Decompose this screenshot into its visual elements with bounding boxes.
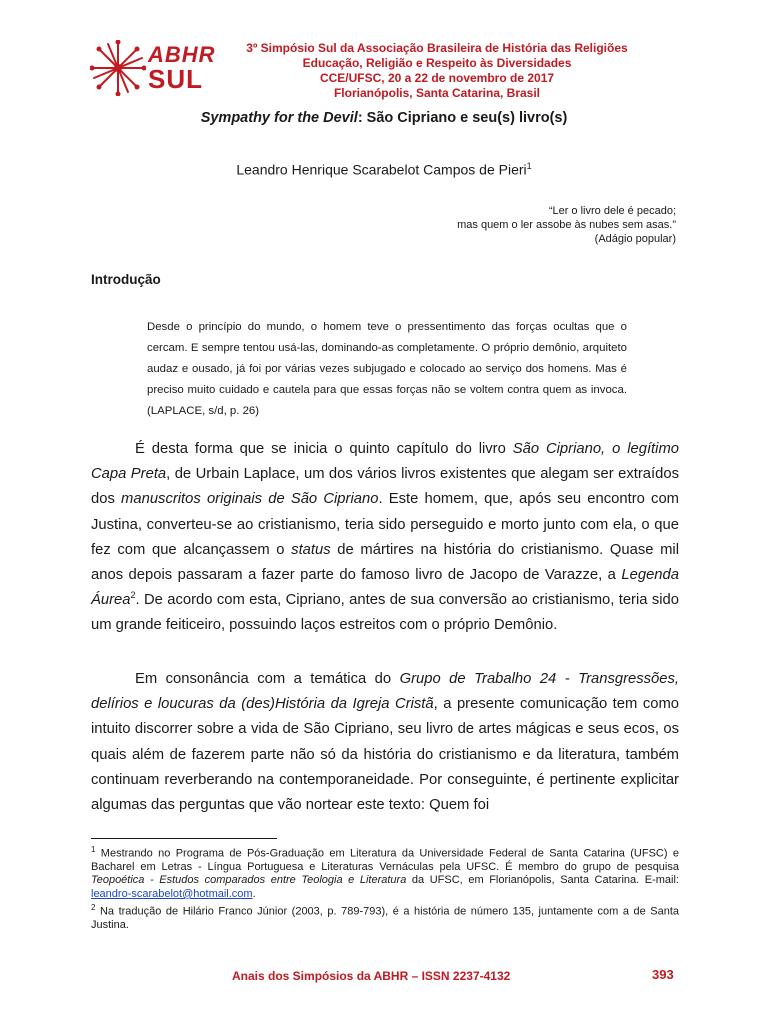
footnote-1-text-1: Mestrando no Programa de Pós-Graduação em Literatura da Universidade Federal de Santa Catarina (UFSC) e Bacharel em Letras - Língua Portuguesa e Literaturas Vernáculas pela UFSC. É membro do grupo de pesquisa — [91, 847, 679, 874]
epigraph-line-2: mas quem o ler assobe às nubes sem asas.” — [457, 219, 676, 231]
footer-text: Anais dos Simpósios da ABHR – ISSN 2237-4132 — [232, 969, 511, 983]
p1-text-4: de mártires na história do cristianismo. Quase mil anos depois passaram a fazer parte do famoso livro de Jacopo de Varazze, a — [91, 541, 679, 584]
footnote-1-text-3: . — [252, 887, 256, 900]
abhr-sul-logo — [90, 38, 230, 98]
conference-venue: CCE/UFSC, 20 a 22 de novembro de 2017 — [319, 71, 555, 85]
p1-footnote-mark: 2 — [130, 590, 136, 601]
p2-working-group: Grupo de Trabalho 24 - Transgressões, delírios e loucuras da (des)História da Igreja Cristã — [91, 671, 679, 713]
paper-title-italic: Sympathy for the Devil — [200, 110, 358, 126]
p1-manuscripts: manuscritos originais de São Cipriano — [121, 491, 379, 508]
paper-title-rest: : São Cipriano e seu(s) livro(s) — [357, 110, 568, 126]
section-heading: Introdução — [91, 272, 161, 287]
epigraph-line-1: “Ler o livro dele é pecado; — [548, 205, 676, 217]
p1-text-3: . Este homem, que, após seu encontro com Justina, converteu-se ao cristianismo, teria sido perseguido e morto junto com ela, o que fez com que alcançassem o — [91, 491, 680, 558]
body-paragraph-1 — [91, 437, 679, 639]
conference-theme: Educação, Religião e Respeito às Diversidades — [302, 56, 572, 70]
author-name: Leandro Henrique Scarabelot Campos de Pieri — [236, 161, 527, 178]
p1-status: status — [291, 541, 331, 558]
conference-header — [232, 41, 642, 101]
epigraph — [457, 204, 676, 246]
p1-legenda-aurea: Legenda Áurea — [91, 567, 679, 609]
block-quote: Desde o princípio do mundo, o homem teve o pressentimento das forças ocultas que o cercam. E sempre tentou usá-las, dominando-as completamente. O próprio demônio, arquiteto audaz e ousado, já foi por várias vezes subjugado e colocado ao serviço dos homens. Mas é preciso muito cuidado e cautela para que essas forças não se voltem contra quem as invoca. (LAPLACE, s/d, p. 26) — [147, 321, 627, 417]
conference-location: Florianópolis, Santa Catarina, Brasil — [333, 86, 541, 100]
body-paragraph-2 — [91, 667, 679, 818]
footnotes — [91, 843, 679, 933]
footnote-2-text: Na tradução de Hilário Franco Júnior (2003, p. 789-793), é a história de número 135, juntamente com a de Santa Justina. — [91, 905, 679, 932]
author-email-link[interactable]: leandro-scarabelot@hotmail.com — [91, 887, 253, 900]
logo-sul-text: SUL — [148, 64, 203, 94]
paper-title — [0, 110, 768, 126]
p1-book-title: São Cipriano, o legítimo Capa Preta — [91, 441, 680, 483]
author-line — [0, 161, 768, 178]
footnote-1-mark: 1 — [91, 845, 96, 854]
logo-abhr-text: ABHR — [148, 42, 216, 67]
p1-text-1: É desta forma que se inicia o quinto capítulo do livro — [135, 441, 513, 457]
p2-text-1: Em consonância com a temática do — [135, 671, 400, 687]
footnote-1-text-2: da UFSC, em Florianópolis, Santa Catarina. E-mail: — [406, 874, 679, 887]
footnote-rule — [91, 838, 277, 839]
footnote-2 — [91, 901, 679, 932]
p2-text-2: , a presente comunicação tem como intuito discorrer sobre a vida de São Cipriano, seu livro de artes mágicas e seus ecos, os quais além de fazerem parte não só da história do cristianismo e da literatura, também continuam reverberando na contemporaneidade. Por conseguinte, é pertinente explicitar algumas das perguntas que vão nortear este texto: Quem foi — [91, 696, 680, 814]
p1-text-5: . De acordo com esta, Cipriano, antes de sua conversão ao cristianismo, teria sido um grande feiticeiro, possuindo laços estreitos com o próprio Demônio. — [91, 592, 679, 634]
p1-text-2: , de Urbain Laplace, um dos vários livros existentes que alegam ser extraídos dos — [91, 466, 679, 508]
page-number: 393 — [652, 967, 674, 982]
footnote-1-group-name: Teopoética - Estudos comparados entre Teologia e Literatura — [91, 874, 407, 887]
author-footnote-mark: 1 — [526, 161, 532, 171]
footnote-2-mark: 2 — [91, 903, 96, 913]
conference-title: 3º Simpósio Sul da Associação Brasileira de História das Religiões — [246, 41, 628, 55]
epigraph-source: (Adágio popular) — [594, 233, 676, 245]
starburst-icon — [90, 40, 146, 96]
footnote-1 — [91, 843, 679, 901]
